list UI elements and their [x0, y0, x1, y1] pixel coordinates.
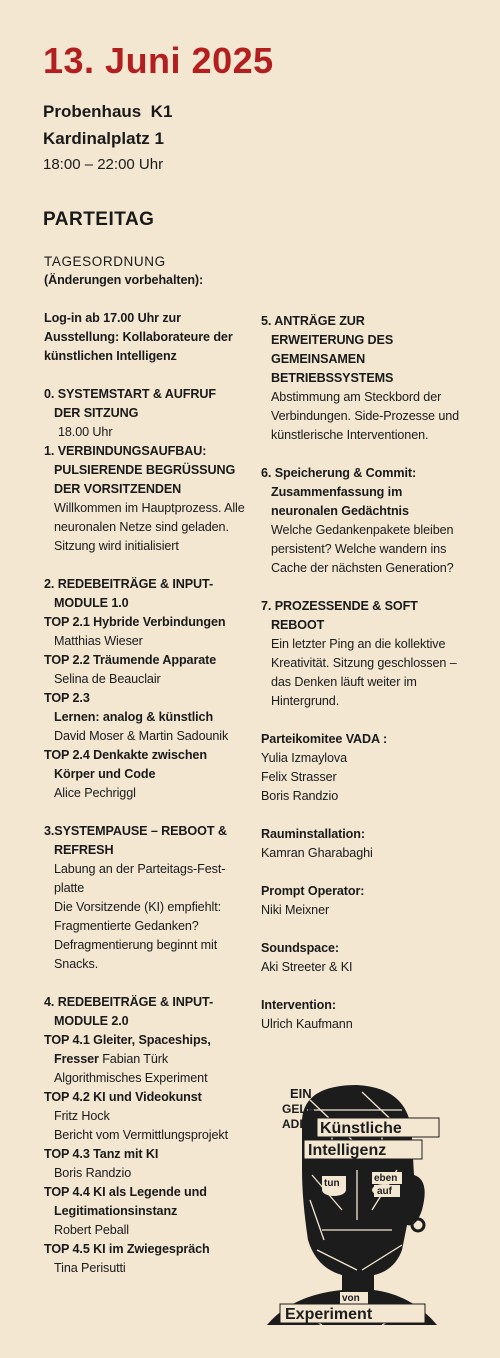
top-4-5: TOP 4.5 KI im Zwiegespräch	[44, 1242, 210, 1256]
top-2-2-speaker: Selina de Beauclair	[54, 672, 161, 686]
intervention-label: Intervention:	[261, 998, 336, 1012]
item3-text: Labung an der Parteitags-Festplatte	[54, 862, 226, 895]
top-4-4: TOP 4.4 KI als Legende und	[44, 1185, 207, 1199]
top-4-4-speaker: Robert Peball	[54, 1223, 130, 1237]
item4-title-cont: MODULE 2.0	[54, 1014, 129, 1028]
top-2-1: TOP 2.1 Hybride Verbindungen	[44, 615, 226, 629]
venue-address: Kardinalplatz 1	[43, 129, 164, 148]
top-2-4-speaker: Alice Pechriggl	[54, 786, 136, 800]
item0-title: 0. SYSTEMSTART & AUFRUF	[44, 387, 216, 401]
top-2-3-subtitle: Lernen: analog & künstlich	[54, 710, 214, 724]
top-2-1-speaker: Matthias Wieser	[54, 634, 143, 648]
item5-text: Abstimmung am Steckbord der Verbindungen. Side-Prozesse und künstlerische Interventionen.	[271, 390, 460, 442]
portrait-word: EIN	[290, 1086, 312, 1101]
item7-title: 7. PROZESSENDE & SOFT	[261, 599, 418, 613]
portrait-word: auf	[377, 1186, 392, 1197]
portrait-word: ADEN	[282, 1117, 317, 1131]
committee-member: Felix Strasser	[261, 770, 337, 784]
item7-text: Ein letzter Ping an die kollektive Kreativität. Sitzung geschlossen – das Denken läuft weiter im Hintergrund.	[271, 637, 457, 708]
top-4-4-subtitle: Legitimationsinstanz	[54, 1204, 178, 1218]
committee-member: Yulia Izmaylova	[261, 751, 347, 765]
sound-name: Aki Streeter & KI	[261, 960, 353, 974]
portrait-word: tun	[324, 1178, 340, 1189]
portrait-word: GELA	[282, 1102, 316, 1116]
item6-text: Welche Gedankenpakete bleiben persistent? Welche wandern ins Cache der nächsten Generation?	[271, 523, 454, 575]
item1-title-cont: PULSIERENDE BEGRÜSSUNG	[54, 463, 236, 477]
item1-text: Willkommen im Hauptprozess. Alle neuronalen Netze sind geladen. Sitzung wird initialisiert	[54, 501, 245, 553]
item2-title-cont: MODULE 1.0	[54, 596, 129, 610]
item3-text-2: Die Vorsitzende (KI) empfiehlt: Fragmentierte Gedanken? Defragmentierung beginnt mit Snacks.	[54, 900, 221, 971]
agenda-note: (Änderungen vorbehalten):	[44, 273, 204, 287]
top-4-5-speaker: Tina Perisutti	[54, 1261, 126, 1275]
item1-title: 1. VERBINDUNGSAUFBAU:	[44, 444, 207, 458]
item3-title-cont: REFRESH	[54, 843, 114, 857]
top-4-2-text: Bericht vom Vermittlungsprojekt	[54, 1128, 228, 1142]
top-2-3: TOP 2.3	[44, 691, 90, 705]
room-label: Rauminstallation:	[261, 827, 365, 841]
agenda-left-column	[44, 252, 249, 1278]
venue	[43, 98, 172, 152]
portrait-word: Experiment	[285, 1306, 373, 1323]
item0-title-cont: DER SITZUNG	[54, 406, 139, 420]
item6-title-cont: Zusammenfassung im neuronalen Gedächtnis	[271, 485, 409, 518]
item1-title-cont2: DER VORSITZENDEN	[54, 482, 182, 496]
top-4-2: TOP 4.2 KI und Videokunst	[44, 1090, 202, 1104]
page-title: PARTEITAG	[43, 209, 155, 230]
event-time: 18:00 – 22:00 Uhr	[43, 156, 164, 173]
top-4-1-text: Algorithmisches Experiment	[54, 1071, 208, 1085]
portrait-word: Künstliche	[320, 1120, 402, 1137]
top-2-4-subtitle: Körper und Code	[54, 767, 156, 781]
agenda-heading: TAGESORDNUNG	[44, 254, 166, 269]
top-4-1-speaker: Fabian Türk	[102, 1052, 169, 1066]
portrait-word: von	[342, 1293, 360, 1304]
item3-title: 3.SYSTEMPAUSE – REBOOT &	[44, 824, 227, 838]
top-2-4: TOP 2.4 Denkakte zwischen	[44, 748, 207, 762]
committee-label: Parteikomitee VADA :	[261, 732, 388, 746]
top-4-2-speaker: Fritz Hock	[54, 1109, 110, 1123]
item4-title: 4. REDEBEITRÄGE & INPUT-	[44, 995, 214, 1009]
event-date: 13. Juni 2025	[43, 40, 274, 81]
portrait-earring	[412, 1219, 424, 1231]
item5-title: 5. ANTRÄGE ZUR	[261, 314, 365, 328]
item5-title-cont: ERWEITERUNG DES GEMEINSAMEN BETRIEBSSYSTEMS	[271, 333, 394, 385]
intervention-name: Ulrich Kaufmann	[261, 1017, 353, 1031]
agenda-right-column	[261, 312, 461, 1034]
room-name: Kamran Gharabaghi	[261, 846, 373, 860]
top-2-3-speaker: David Moser & Martin Sadounik	[54, 729, 229, 743]
top-4-3: TOP 4.3 Tanz mit KI	[44, 1147, 159, 1161]
portrait-word: eben	[374, 1173, 398, 1184]
prompt-label: Prompt Operator:	[261, 884, 365, 898]
top-4-3-speaker: Boris Randzio	[54, 1166, 132, 1180]
typographic-portrait-illustration	[262, 1080, 442, 1335]
item7-title-cont: REBOOT	[271, 618, 325, 632]
portrait-head-shape	[302, 1085, 425, 1276]
item0-time: 18.00 Uhr	[58, 425, 113, 439]
top-4-1: TOP 4.1 Gleiter, Spaceships,	[44, 1033, 211, 1047]
login-text: Log-in ab 17.00 Uhr zur Ausstellung: Kollaborateure der künstlichen Intelligenz	[44, 311, 233, 363]
top-2-2: TOP 2.2 Träumende Apparate	[44, 653, 217, 667]
committee-member: Boris Randzio	[261, 789, 339, 803]
portrait-word: Intelligenz	[308, 1142, 387, 1159]
item6-title: 6. Speicherung & Commit:	[261, 466, 417, 480]
venue-name: Probenhaus K1	[43, 102, 173, 121]
prompt-name: Niki Meixner	[261, 903, 330, 917]
item2-title: 2. REDEBEITRÄGE & INPUT-	[44, 577, 214, 591]
sound-label: Soundspace:	[261, 941, 339, 955]
top-4-1-subtitle: Fresser	[54, 1052, 99, 1066]
